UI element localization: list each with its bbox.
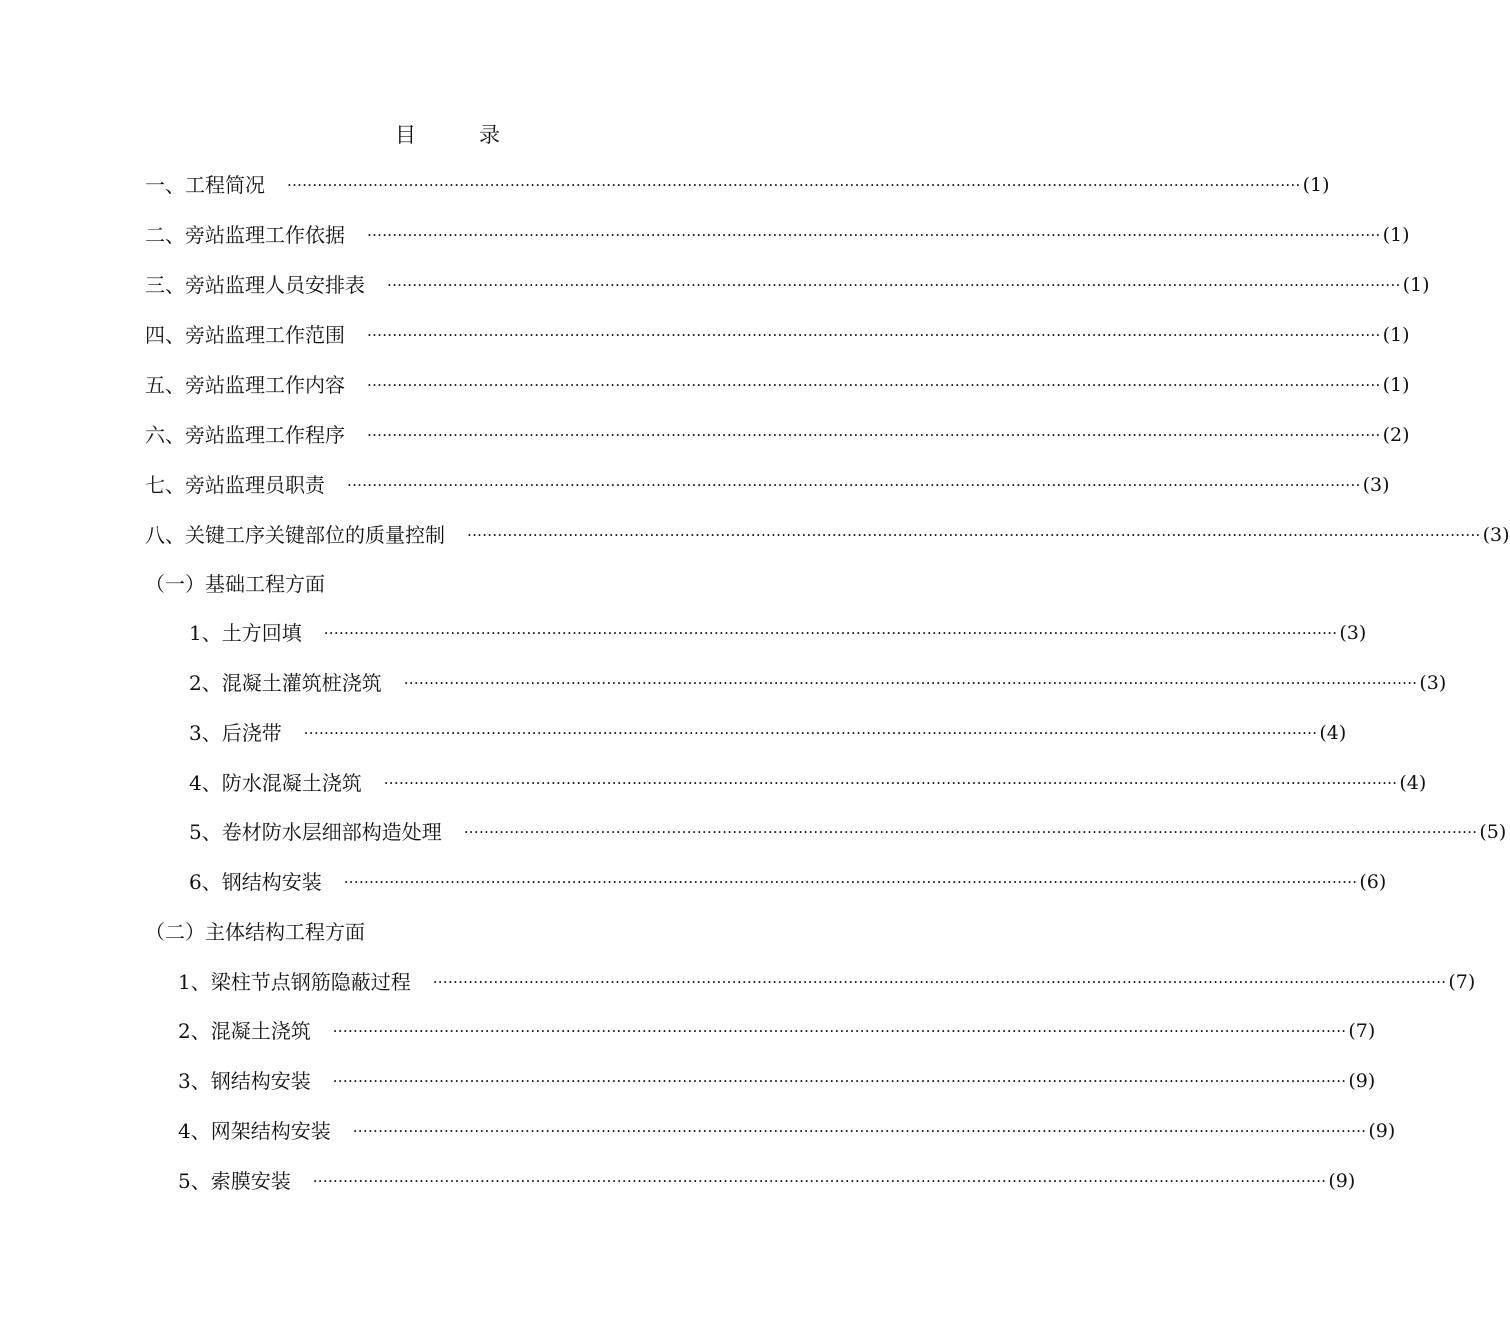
toc-entry-text: 2、混凝土浇筑	[178, 1019, 311, 1043]
toc-entry-page: (1)	[1402, 274, 1430, 296]
toc-entry-text: 五、旁站监理工作内容	[145, 373, 345, 397]
toc-entry	[145, 320, 1410, 350]
toc-entry-text: 3、钢结构安装	[178, 1069, 311, 1093]
toc-entry-text: 七、旁站监理员职责	[145, 473, 325, 497]
toc-entry-text: 4、网架结构安装	[178, 1119, 331, 1143]
toc-section-heading	[145, 569, 545, 599]
toc-entry-page: (4)	[1319, 722, 1347, 744]
toc-entry	[189, 718, 1347, 748]
toc-entry	[189, 768, 1427, 798]
toc-leader-dots: ········································································································································································································	[332, 1072, 1347, 1090]
toc-entry-text: 六、旁站监理工作程序	[145, 423, 345, 447]
toc-entry	[145, 170, 1330, 200]
toc-leader-dots: ········································································································································································································	[367, 326, 1381, 344]
toc-entry-text: 4、防水混凝土浇筑	[189, 771, 362, 795]
toc-entry-text: 1、土方回填	[189, 621, 302, 645]
toc-entry-page: (3)	[1419, 672, 1447, 694]
toc-entry-page: (7)	[1448, 971, 1476, 993]
toc-entry-page: (5)	[1479, 821, 1507, 843]
toc-entry-text: （二）主体结构工程方面	[145, 920, 365, 944]
toc-entry-page: (2)	[1382, 424, 1410, 446]
toc-leader-dots: ········································································································································································································	[387, 276, 1401, 294]
toc-entry	[145, 470, 1390, 500]
toc-entry-text: （一）基础工程方面	[145, 572, 325, 596]
toc-entry-page: (9)	[1328, 1170, 1356, 1192]
toc-leader-dots: ········································································································································································································	[323, 624, 1338, 642]
toc-entry-text: 2、混凝土灌筑桩浇筑	[189, 671, 382, 695]
toc-entry	[178, 967, 1476, 997]
toc-entry	[178, 1116, 1396, 1146]
toc-entry-page: (1)	[1382, 324, 1410, 346]
toc-leader-dots: ········································································································································································································	[303, 724, 1318, 742]
toc-entry-page: (4)	[1399, 772, 1427, 794]
toc-entry-text: 5、卷材防水层细部构造处理	[189, 820, 442, 844]
toc-entry-text: 3、后浇带	[189, 721, 282, 745]
toc-leader-dots: ········································································································································································································	[367, 376, 1381, 394]
toc-leader-dots: ········································································································································································································	[467, 526, 1481, 544]
toc-entry-page: (1)	[1382, 374, 1410, 396]
toc-entry-text: 一、工程简况	[145, 173, 265, 197]
toc-entry	[189, 668, 1447, 698]
toc-leader-dots: ········································································································································································································	[312, 1172, 1327, 1190]
toc-entry	[145, 270, 1430, 300]
toc-leader-dots: ········································································································································································································	[367, 226, 1381, 244]
toc-entry	[189, 867, 1387, 897]
toc-entry-page: (3)	[1482, 524, 1510, 546]
toc-leader-dots: ········································································································································································································	[367, 426, 1381, 444]
toc-entry	[178, 1066, 1376, 1096]
toc-entry-text: 5、索膜安装	[178, 1169, 291, 1193]
toc-entry-page: (7)	[1348, 1020, 1376, 1042]
toc-entry-page: (9)	[1348, 1070, 1376, 1092]
toc-leader-dots: ········································································································································································································	[383, 774, 1398, 792]
toc-entry	[189, 817, 1507, 847]
toc-entry	[145, 220, 1410, 250]
toc-leader-dots: ········································································································································································································	[403, 674, 1418, 692]
toc-leader-dots: ········································································································································································································	[347, 476, 1361, 494]
toc-entry-page: (6)	[1359, 871, 1387, 893]
toc-entry-page: (1)	[1382, 224, 1410, 246]
toc-entry-text: 6、钢结构安装	[189, 870, 322, 894]
toc-leader-dots: ········································································································································································································	[352, 1122, 1367, 1140]
toc-title: 目 录	[395, 123, 500, 147]
toc-entry-text: 八、关键工序关键部位的质量控制	[145, 523, 445, 547]
toc-leader-dots: ········································································································································································································	[343, 873, 1358, 891]
toc-entry-page: (3)	[1362, 474, 1390, 496]
toc-section-heading	[145, 917, 545, 947]
toc-leader-dots: ········································································································································································································	[332, 1022, 1347, 1040]
toc-entry	[178, 1016, 1376, 1046]
toc-entry-text: 二、旁站监理工作依据	[145, 223, 345, 247]
toc-leader-dots: ········································································································································································································	[287, 176, 1301, 194]
toc-entry	[189, 618, 1367, 648]
toc-entry	[178, 1166, 1356, 1196]
toc-entry-page: (9)	[1368, 1120, 1396, 1142]
toc-leader-dots: ········································································································································································································	[432, 973, 1447, 991]
toc-leader-dots: ········································································································································································································	[463, 823, 1478, 841]
toc-entry-text: 1、梁柱节点钢筋隐蔽过程	[178, 970, 411, 994]
toc-entry	[145, 520, 1510, 550]
toc-entry	[145, 420, 1410, 450]
toc-entry-page: (1)	[1302, 174, 1330, 196]
toc-entry-page: (3)	[1339, 622, 1367, 644]
toc-entry	[145, 370, 1410, 400]
toc-entry-text: 四、旁站监理工作范围	[145, 323, 345, 347]
toc-entry-text: 三、旁站监理人员安排表	[145, 273, 365, 297]
